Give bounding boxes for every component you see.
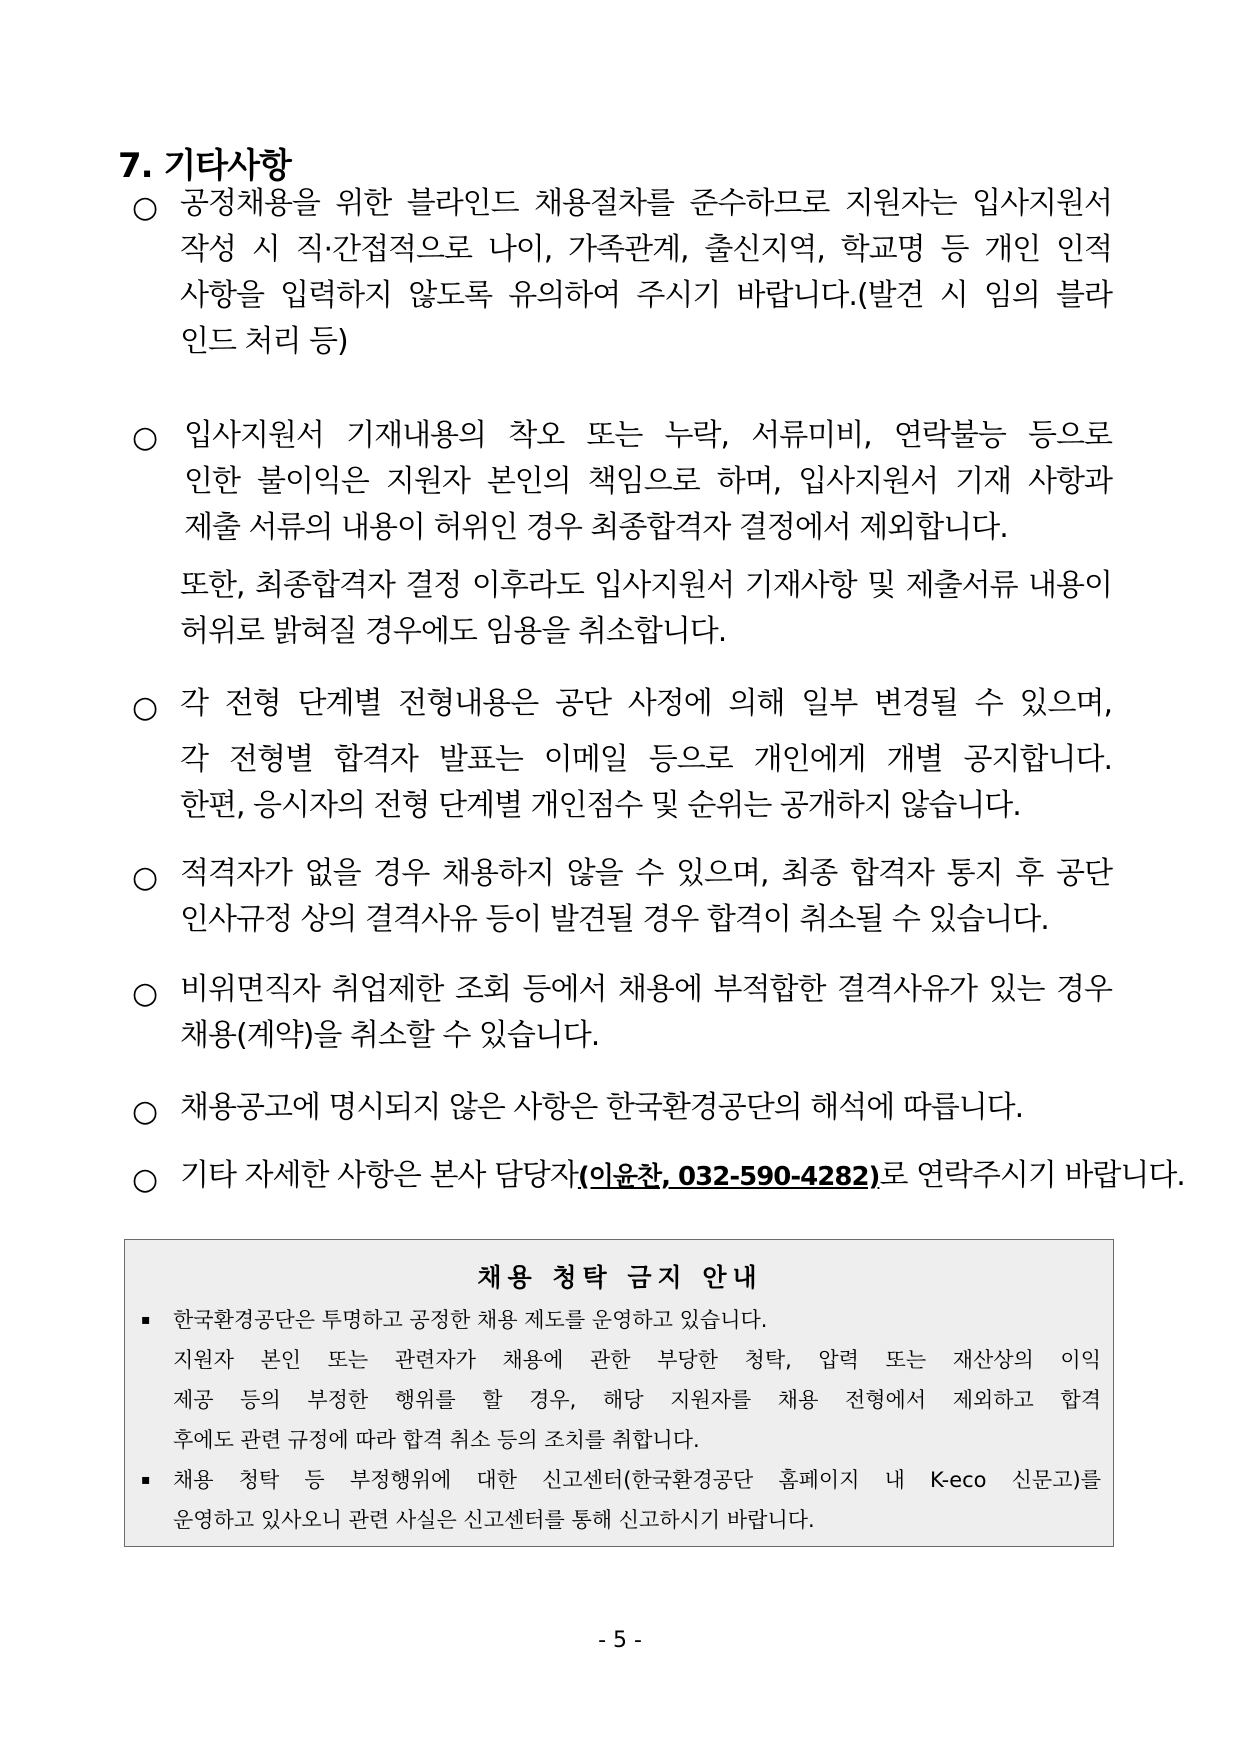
item-line: 또한, 최종합격자 결정 이후라도 입사지원서 기재사항 및 제출서류 내용이 bbox=[180, 568, 1112, 603]
item-line: 공정채용을 위한 블라인드 채용절차를 준수하므로 지원자는 입사지원서 bbox=[180, 186, 1112, 221]
contact-prefix: 기타 자세한 사항은 본사 담당자 bbox=[180, 1158, 578, 1193]
square-bullet-icon: ▪ bbox=[141, 1312, 151, 1328]
item-line: 작성 시 직·간접적으로 나이, 가족관계, 출신지역, 학교명 등 개인 인적 bbox=[180, 232, 1112, 267]
item-line bbox=[180, 1158, 1185, 1193]
notice-line: 지원자 본인 또는 관련자가 채용에 관한 부당한 청탁, 압력 또는 재산상의 이익 bbox=[173, 1348, 1101, 1372]
notice-line: 후에도 관련 규정에 따라 합격 취소 등의 조치를 취합니다. bbox=[173, 1428, 700, 1452]
notice-title: 채용 청탁 금지 안내 bbox=[477, 1263, 763, 1292]
item-line: 인한 불이익은 지원자 본인의 책임으로 하며, 입사지원서 기재 사항과 bbox=[184, 464, 1112, 499]
circle-bullet-icon: ○ bbox=[132, 420, 159, 455]
circle-bullet-icon: ○ bbox=[132, 690, 159, 725]
notice-line: 한국환경공단은 투명하고 공정한 채용 제도를 운영하고 있습니다. bbox=[173, 1308, 768, 1332]
circle-bullet-icon: ○ bbox=[132, 860, 159, 895]
item-line: 제출 서류의 내용이 허위인 경우 최종합격자 결정에서 제외합니다. bbox=[184, 510, 1008, 545]
circle-bullet-icon: ○ bbox=[132, 190, 159, 225]
contact-suffix: 로 연락주시기 바랍니다. bbox=[879, 1158, 1185, 1193]
item-line: 사항을 입력하지 않도록 유의하여 주시기 바랍니다.(발견 시 임의 블라 bbox=[180, 278, 1112, 313]
item-line: 허위로 밝혀질 경우에도 임용을 취소합니다. bbox=[180, 614, 727, 649]
square-bullet-icon: ▪ bbox=[141, 1472, 151, 1488]
circle-bullet-icon: ○ bbox=[132, 1094, 159, 1129]
item-line: 인드 처리 등) bbox=[180, 324, 348, 359]
contact-info: (이윤찬, 032-590-4282) bbox=[577, 1162, 880, 1192]
item-line: 적격자가 없을 경우 채용하지 않을 수 있으며, 최종 합격자 통지 후 공단 bbox=[180, 856, 1112, 891]
circle-bullet-icon: ○ bbox=[132, 976, 159, 1011]
notice-line: 채용 청탁 등 부정행위에 대한 신고센터(한국환경공단 홈페이지 내 K-eco 신문고)를 bbox=[173, 1468, 1101, 1492]
item-line: 한편, 응시자의 전형 단계별 개인점수 및 순위는 공개하지 않습니다. bbox=[180, 788, 1021, 823]
section-title: 7. 기타사항 bbox=[118, 146, 291, 186]
notice-line: 제공 등의 부정한 행위를 할 경우, 해당 지원자를 채용 전형에서 제외하고 합격 bbox=[173, 1388, 1101, 1412]
page-number: - 5 - bbox=[598, 1628, 642, 1653]
notice-line: 운영하고 있사오니 관련 사실은 신고센터를 통해 신고하시기 바랍니다. bbox=[173, 1508, 815, 1532]
item-line: 채용(계약)을 취소할 수 있습니다. bbox=[180, 1018, 600, 1053]
item-line: 입사지원서 기재내용의 착오 또는 누락, 서류미비, 연락불능 등으로 bbox=[184, 418, 1112, 453]
recruitment-solicitation-notice-box bbox=[124, 1239, 1114, 1547]
circle-bullet-icon: ○ bbox=[132, 1162, 159, 1197]
item-line: 각 전형별 합격자 발표는 이메일 등으로 개인에게 개별 공지합니다. bbox=[180, 742, 1112, 777]
item-line: 각 전형 단계별 전형내용은 공단 사정에 의해 일부 변경될 수 있으며, bbox=[180, 686, 1112, 721]
item-line: 채용공고에 명시되지 않은 사항은 한국환경공단의 해석에 따릅니다. bbox=[180, 1090, 1024, 1125]
item-line: 비위면직자 취업제한 조회 등에서 채용에 부적합한 결격사유가 있는 경우 bbox=[180, 972, 1112, 1007]
item-line: 인사규정 상의 결격사유 등이 발견될 경우 합격이 취소될 수 있습니다. bbox=[180, 902, 1049, 937]
